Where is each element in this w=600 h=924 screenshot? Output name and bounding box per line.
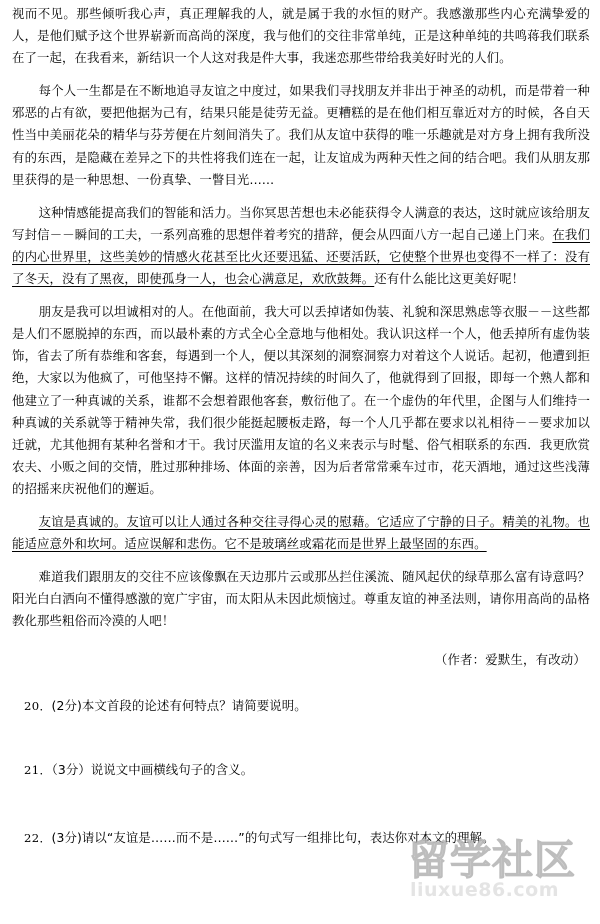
question-text: 说说文中画横线句子的含义。 <box>90 761 254 777</box>
question-number: 20． <box>24 698 52 713</box>
watermark-url-text: liuxue86.com <box>410 879 559 901</box>
passage-paragraph <box>12 511 590 555</box>
author-attribution: （作者：爱默生，有改动） <box>434 652 586 668</box>
question-number: 22． <box>24 830 52 845</box>
question-item-21 <box>12 760 590 780</box>
passage-text: 朋友是我可以坦诚相对的人。在他面前，我大可以丢掉诸如伪装、礼貌和深思熟虑等衣服－－这些都是人们不愿脱掉的东西，而以最朴素的方式全心全意地与他相处。我认识这样一个人，他丢掉所有虚伪装饰，省去了所有恭维和客套，每遇到一个人，便以其深刻的洞察洞察力对着这个人说话。起初，他遭到拒绝，大家以为他疯了，可他坚持不懈。这样的情况持续的时间久了，他就得到了回报，即每一个熟人都和他建立了一种真诚的关系，谁都不会想着跟他客套，敷衍他了。在一个虚伪的年代里，企图与人们维持一种真诚的关系就等于精神失常，我们很少能挺起腰板走路，每一个人几乎都在要求以礼相待－－要求加以迁就，尤其他拥有某种名誉和才干。我讨厌滥用友谊的名义来表示与时髦、俗气相联系的东西．我更欣赏农夫、小贩之间的交情，胜过那种排场、体面的亲善，因为后者常常乘车过市，花天酒地，通过这些浅薄的招摇来庆祝他们的邂逅。 <box>12 304 590 496</box>
passage-paragraph <box>12 202 590 290</box>
passage-text: 这种情感能提高我们的智能和活力。当你冥思苦想也未必能获得令人满意的表达，这时就应该给朋友写封信－－瞬间的工夫，一系列高雅的思想伴着考究的措辞，便会从四面八方一起自己递上门来。 <box>12 204 590 242</box>
question-score: (2分) <box>51 697 82 713</box>
passage-text: 每个人一生都是在不断地追寻友谊之中度过，如果我们寻找朋友并非出于神圣的动机，而是带着一种邪恶的占有欲，要把他据为己有，结果只能是徒劳无益。更糟糕的是在他们相互靠近对方的时候，各自天性当中美丽花朵的精华与芬芳便在片刻间消失了。我们从友谊中获得的唯一乐趣就是对方身上拥有我所没有的东西，是隐藏在差异之下的共性将我们连在一起，让友谊成为两种天性之间的结合吧。我们从朋友那里获得的是一种思想、一份真挚、一瞥目光…… <box>12 83 590 187</box>
passage-paragraph <box>12 3 590 69</box>
question-text: 本文首段的论述有何特点？请简要说明。 <box>81 697 307 713</box>
passage-paragraph <box>12 301 590 500</box>
question-score: （3分） <box>51 761 91 777</box>
question-text: 请以“友谊是……而不是……”的句式写一组排比句，表达你对本文的理解。 <box>81 829 495 845</box>
question-item-20 <box>12 696 590 716</box>
underlined-sentence-2: 友谊是真诚的。友谊可以让人通过各种交往寻得心灵的慰藉。它适应了宁静的日子。精美的礼物。也能适应意外和坎坷。适应误解和悲伤。它不是玻璃丝或霜花而是世界上最坚固的东西。 <box>12 513 590 552</box>
question-item-22 <box>12 828 590 848</box>
watermark-brand-text: 留学社区 <box>408 836 576 884</box>
question-number: 21． <box>24 762 52 777</box>
passage-paragraph <box>12 566 590 632</box>
underlined-sentence-1: 在我们的内心世界里，这些美妙的情感火花甚至比火还要迅猛、还要活跃，它使整个世界也变得不一样了：没有了冬天，没有了黑夜，即使孤身一人，也会心满意足，欢欣鼓舞。 <box>12 226 590 287</box>
passage-text: 视而不见。那些倾听我心声，真正理解我的人，就是属于我的水恒的财产。我感激那些内心充满挚爱的人，是他们赋予这个世界崭新而高尚的深度，我与他们的交往非常单纯，正是这种单纯的共鸣蒋我们联系在了一起，在我看来，新结识一个人这对我是件大事，我迷恋那些带给我美好时光的人们。 <box>12 6 590 66</box>
question-score: (3分) <box>51 829 82 845</box>
passage-text: 难道我们跟朋友的交往不应该像飘在天边那片云或那丛拦住溪流、随风起伏的绿草那么富有诗意吗？阳光白白洒向不懂得感激的宽广宇宙，而太阳从未因此烦恼过。尊重友谊的神圣法则，请你用高尚的品格教化那些粗俗而冷漠的人吧！ <box>12 569 590 629</box>
passage-text: 还有什么能比这更美好呢！ <box>374 271 525 287</box>
passage-paragraph <box>12 80 590 190</box>
